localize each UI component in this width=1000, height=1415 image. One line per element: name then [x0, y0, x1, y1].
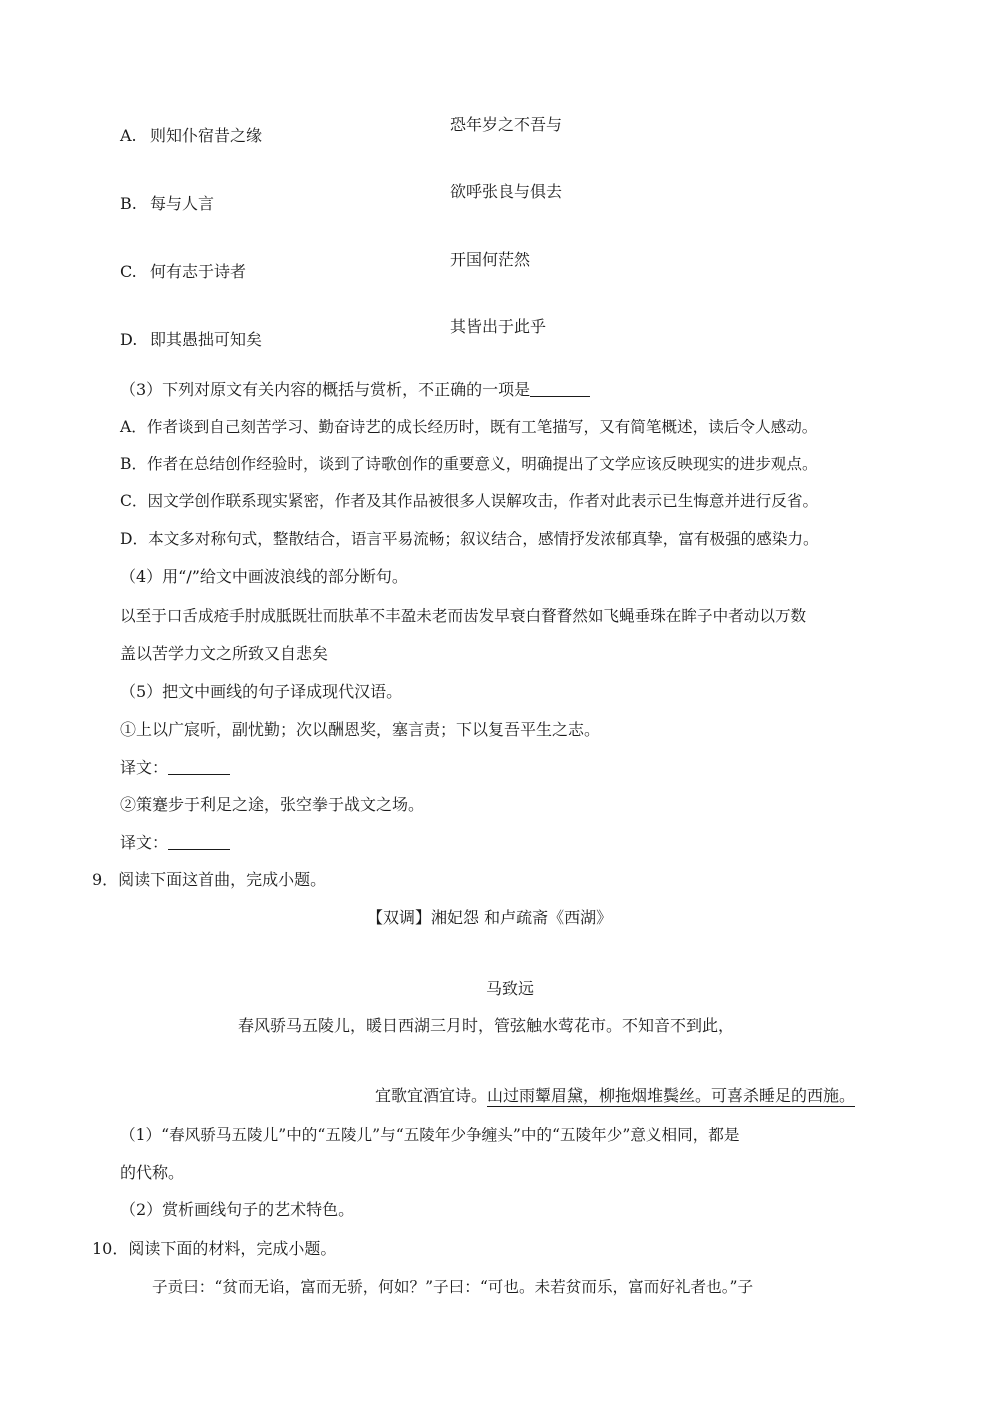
q4-passage-line: 以至于口舌成疮手肘成胝既壮而肤革不丰盈未老而齿发早衰白瞀瞀然如飞蝇垂珠在眸子中者动以万数	[120, 607, 807, 625]
q3-option-a: A．作者谈到自己刻苦学习、勤奋诗艺的成长经历时，既有工笔描写，又有简笔概述，读后令人感动。	[120, 418, 818, 436]
option-left-text: 即其愚拙可知矣	[150, 330, 263, 349]
q9-stem: 9．阅读下面这首曲，完成小题。	[92, 870, 327, 889]
q9-sub1-line: （1）“春风骄马五陵儿”中的“五陵儿”与“五陵年少争缠头”中的“五陵年少”意义相同，都是	[120, 1126, 740, 1144]
q5-stem: （5）把文中画线的句子译成现代汉语。	[120, 682, 403, 701]
option-left-text: 何有志于诗者	[150, 262, 247, 281]
q3-option-d: D．本文多对称句式，整散结合，语言平易流畅；叙议结合，感情抒发浓郁真挚，富有极强的感染力。	[120, 530, 819, 548]
option-label: A.	[120, 126, 137, 145]
poem-line: 宜歌宜酒宜诗。山过雨颦眉黛，柳拖烟堆鬓丝。可喜杀睡足的西施。	[375, 1086, 856, 1105]
q4-stem: （4）用“/”给文中画波浪线的部分断句。	[120, 567, 408, 586]
option-right-text: 欲呼张良与俱去	[450, 182, 563, 201]
option-right-text: 其皆出于此乎	[450, 317, 547, 336]
q9-sub2: （2）赏析画线句子的艺术特色。	[120, 1200, 355, 1219]
option-left-text: 每与人言	[150, 194, 215, 213]
q5-sentence-2: ②策蹇步于利足之途，张空拳于战文之场。	[120, 795, 425, 814]
q3-stem: （3）下列对原文有关内容的概括与赏析，不正确的一项是	[120, 380, 590, 400]
q9-sub1-line: 的代称。	[120, 1163, 185, 1182]
q3-option-c: C．因文学创作联系现实紧密，作者及其作品被很多人误解攻击，作者对此表示已生悔意并进行反省。	[120, 492, 819, 510]
translation-blank[interactable]	[168, 758, 230, 775]
underlined-lines: 山过雨颦眉黛，柳拖烟堆鬓丝。可喜杀睡足的西施。	[487, 1086, 856, 1105]
option-right-text: 开国何茫然	[450, 250, 531, 269]
translation-blank[interactable]	[168, 833, 230, 850]
q5-translation-2: 译文：	[120, 833, 230, 853]
option-label: B.	[120, 194, 137, 213]
answer-blank[interactable]	[530, 380, 590, 397]
q3-option-b: B．作者在总结创作经验时，谈到了诗歌创作的重要意义，明确提出了文学应该反映现实的进步观点。	[120, 455, 818, 473]
poem-line: 春风骄马五陵儿，暖日西湖三月时，管弦触水莺花市。不知音不到此，	[238, 1016, 735, 1035]
option-label: C.	[120, 262, 137, 281]
q10-passage-line: 子贡曰：“贫而无谄，富而无骄，何如？”子曰：“可也。未若贫而乐，富而好礼者也。”子	[152, 1278, 754, 1296]
poem-author: 马致远	[486, 979, 535, 998]
q5-sentence-1: ①上以广宸听，副忧勤；次以酬恩奖，塞言责；下以复吾平生之志。	[120, 720, 601, 739]
option-right-text: 恐年岁之不吾与	[450, 115, 563, 134]
option-label: D.	[120, 330, 138, 349]
option-left-text: 则知仆宿昔之缘	[150, 126, 263, 145]
q5-translation-1: 译文：	[120, 758, 230, 778]
q4-passage-line: 盖以苦学力文之所致又自悲矣	[120, 644, 329, 663]
poem-title: 【双调】湘妃怨 和卢疏斋《西湖》	[367, 908, 613, 927]
q10-stem: 10．阅读下面的材料，完成小题。	[92, 1239, 337, 1258]
